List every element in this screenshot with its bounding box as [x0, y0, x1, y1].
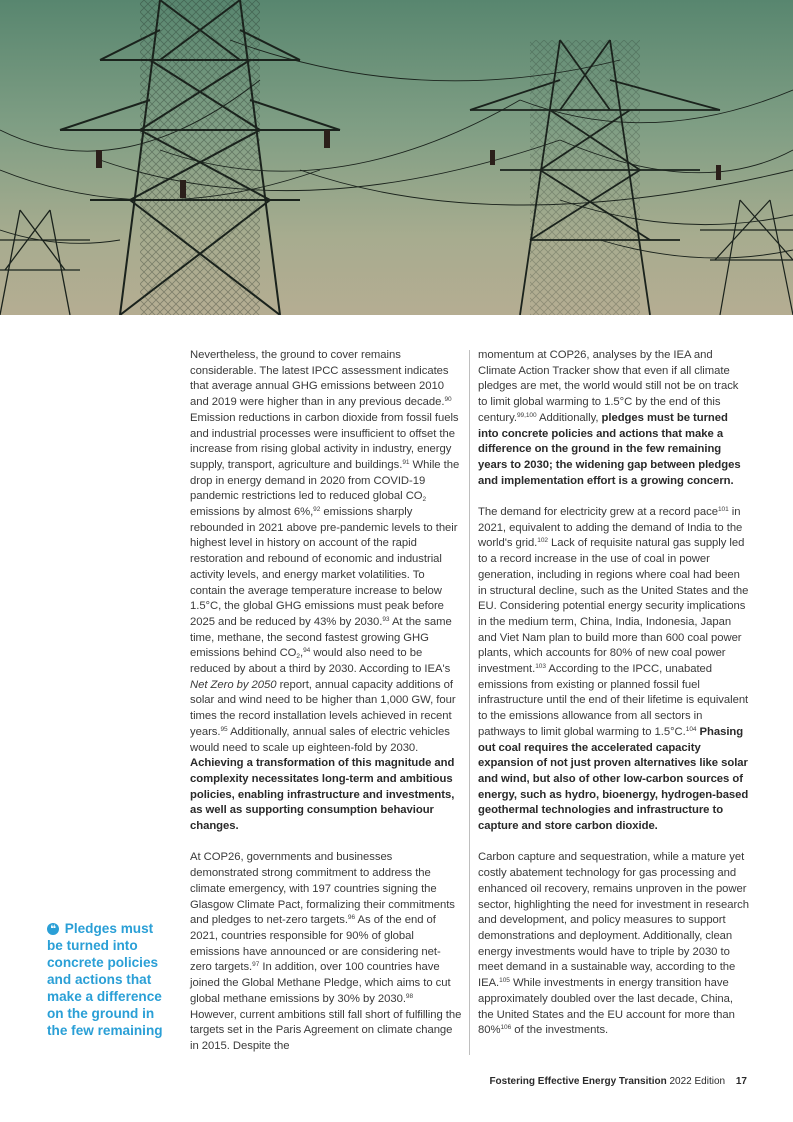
text: of the investments.: [511, 1024, 609, 1037]
page-number: 17: [735, 1076, 747, 1087]
text: The demand for electricity grew at a record pace: [478, 506, 718, 519]
text: would also need to be reduced by about a third by 2030. According to IEA's: [190, 647, 451, 676]
paragraph: [190, 850, 462, 1054]
footnote-ref: 106: [500, 1024, 512, 1032]
text: Nevertheless, the ground to cover remains considerable. The latest IPCC assessment indicates that average annual GHG emissions between 2010 and 2019 were higher than in any previous decade.: [190, 349, 449, 409]
footer-edition: 2022 Edition: [669, 1076, 726, 1087]
footnote-ref: 104: [685, 725, 697, 733]
pull-quote: [47, 920, 167, 1039]
footer-report-title: Fostering Effective Energy Transition: [489, 1076, 667, 1087]
footnote-ref: 92: [313, 506, 321, 514]
report-title: Net Zero by 2050: [190, 678, 277, 691]
emphasis: pledges must be turned into concrete policies and actions that make a difference on the ground in the few remaining years to 2030; the widening gap between pledges and implementation effort is a growing concern.: [478, 411, 741, 487]
paragraph: [478, 348, 749, 489]
text: Lack of requisite natural gas supply led to a record increase in the use of coal in power generation, including in regions where coal had been in structural decline, such as the United States and the EU. Considering potential energy security implications in the medium term, China, India, Indonesia, Japan and Viet Nam plan to build more than 600 coal power plants, which accounts for 80% of new coal power investment.: [478, 537, 749, 676]
text: At the same time, methane, the second fastest growing GHG emissions behind CO: [190, 615, 452, 660]
page-footer: [489, 1076, 747, 1087]
footnote-ref: 97: [252, 961, 260, 969]
footnote-ref: 101: [717, 506, 729, 514]
pull-quote-text: Pledges must be turned into concrete policies and actions that make a difference on the ground in the few remaining: [47, 921, 163, 1038]
quote-icon: ❝: [47, 923, 59, 935]
text: momentum at COP26, analyses by the IEA and Climate Action Tracker show that even if all climate pledges are met, the world would still not be on track to limit global warming to 1.5°C by the end of this century.: [478, 349, 739, 424]
text: While investments in energy transition have approximately doubled over the last decade, China, the United States and the EU account for more than 80%: [478, 977, 735, 1037]
text: According to the IPCC, unabated emissions from existing or planned fossil fuel infrastructure until the end of their lifetime is equivalent to the emissions allowance from all sectors in pathways to limit global warming to 1.5°C.: [478, 663, 749, 738]
text: At COP26, governments and businesses demonstrated strong commitment to address the climate emergency, with 197 countries signing the Glasgow Climate Pact, formalizing their commitments and pledges to net-zero targets.: [190, 851, 455, 927]
subscript: 2: [422, 496, 427, 504]
text: In addition, over 100 countries have joined the Global Methane Pledge, which aims to cut global methane emissions by 30% by 2030.: [190, 961, 451, 1005]
body-column-left: [190, 348, 462, 1055]
paragraph: [478, 505, 749, 835]
text: However, current ambitions still fall short of fulfilling the targets set in the Paris Agreement on climate change in 2015. Despite the: [190, 1008, 462, 1052]
text: Emission reductions in carbon dioxide from fossil fuels and industrial processes were insufficient to offset the increase from rising global activity in industry, energy supply, transport, agriculture and buildings.: [190, 411, 459, 471]
column-divider: [469, 350, 470, 1055]
footnote-ref: 102: [537, 537, 548, 545]
subscript: 2: [296, 653, 300, 661]
footnote-ref: 98: [405, 992, 414, 1000]
hero-image: [0, 0, 793, 315]
text: Additionally, annual sales of electric vehicles would need to scale up eighteen-fold by 2030.: [190, 725, 450, 754]
text: in 2021, equivalent to adding the demand of India to the world's grid.: [478, 506, 743, 550]
footnote-ref: 99,100: [516, 411, 537, 419]
footnote-ref: 95: [220, 725, 228, 733]
footnote-ref: 96: [347, 914, 356, 922]
text: ,: [300, 647, 304, 660]
footnote-ref: 90: [444, 396, 452, 404]
text: report, annual capacity additions of solar and wind need to be higher than 1,000 GW, four times the record installation levels achieved in recent years.: [190, 678, 456, 738]
footnote-ref: 93: [382, 615, 390, 623]
emphasis: Phasing out coal requires the accelerated capacity expansion of not just proven alternatives like solar and wind, but also of other low-carbon sources of energy, such as hydro, bioenergy, hydrogen-based geothermal technologies and infrastructure to capture and store carbon dioxide.: [478, 725, 749, 833]
emphasis: Achieving a transformation of this magnitude and complexity necessitates long-term and ambitious policies, enabling infrastructure and investments, as well as supporting consumption behaviour changes.: [190, 757, 455, 833]
text: As of the end of 2021, countries responsible for 90% of global emissions have announced or are considering net-zero targets.: [190, 914, 441, 974]
paragraph: [190, 348, 462, 835]
body-column-right: [478, 348, 749, 1039]
footnote-ref: 103: [535, 663, 546, 671]
footnote-ref: 105: [499, 977, 510, 985]
text: emissions sharply rebounded in 2021 above pre-pandemic levels to their highest level in history on account of the rapid restoration and rebound of economic and industrial activity levels, and energy market volatilities. To contain the average temperature increase to below 1.5°C, the global GHG emissions must peak before 2025 and be reduced by 43% by 2030.: [190, 506, 458, 628]
footnote-ref: 94: [303, 647, 311, 655]
text: emissions by almost 6%,: [190, 506, 314, 519]
footnote-ref: 91: [402, 458, 410, 466]
text: Carbon capture and sequestration, while a mature yet costly abatement technology for gas processing and enhanced oil recovery, remains unproven in the power sector, highlighting the need for investment in research and development, and policy measures to support demonstrations and deployment. Additionally, clean energy investments would have to triple by 2030 to meet demand in a sustainable way, according to the IEA.: [478, 851, 749, 990]
text: Additionally,: [536, 411, 602, 424]
text: While the drop in energy demand in 2020 from COVID-19 pandemic restrictions led to reduced global CO: [190, 458, 460, 503]
electricity-pylons-photo: [0, 0, 793, 315]
paragraph: [478, 850, 749, 1038]
